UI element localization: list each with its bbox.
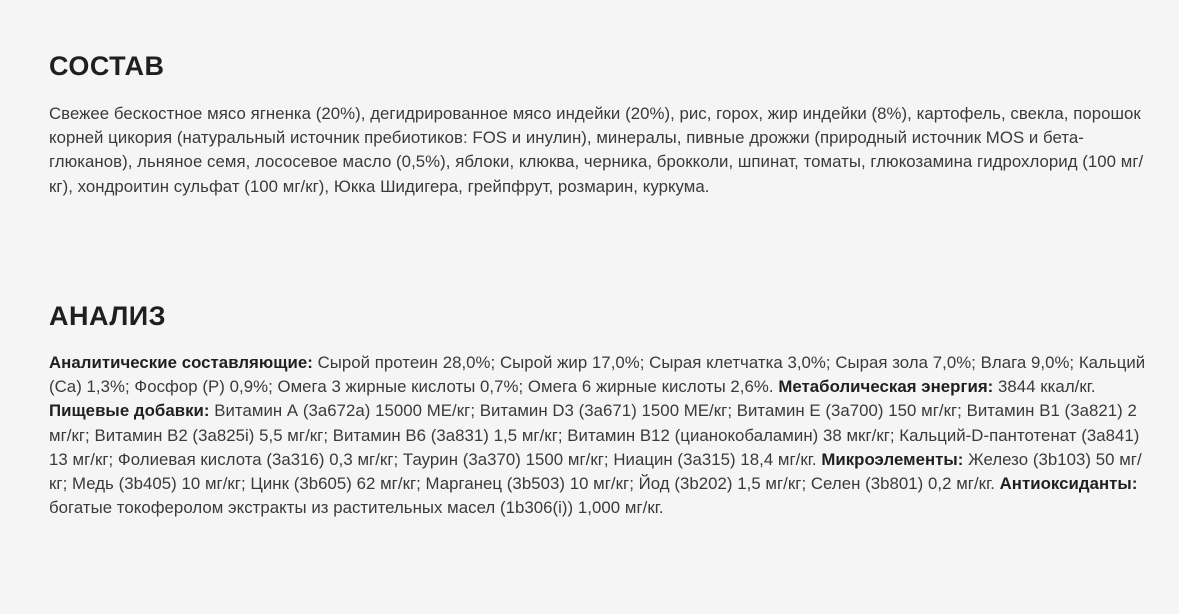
analytical-text: Сырой протеин 28,0%; Сырой жир 17,0%; Сырая клетчатка 3,0%; Сырая зола 7,0%; Влага 9,0%; Кальций (Ca) 1,3%; Фосфор (P) 0,9%; Омега 3 жирные кислоты 0,7%; Омега 6 жирные кислоты 2,6%. — [49, 353, 1146, 397]
additives-label: Пищевые добавки: — [49, 401, 210, 421]
analytical-label: Аналитические составляющие: — [49, 353, 313, 372]
analysis-text — [49, 351, 1159, 520]
energy-text: 3844 ккал/кг. — [993, 377, 1096, 397]
analysis-section — [49, 300, 1159, 520]
microelements-label: Микроэлементы: — [821, 449, 964, 469]
energy-label: Метаболическая энергия: — [778, 377, 994, 397]
additives-text: Витамин А (3а672а) 15000 МЕ/кг; Витамин D3 (3а671) 1500 МЕ/кг; Витамин Е (3а700) 150 мг/кг; Витамин В1 (3а821) 2 мг/кг; Витамин В2 (3а825i) 5,5 мг/кг; Витамин В6 (3а831) 1,5 мг/кг; Витамин В12 (цианокобаламин) 38 мкг/кг; Кальций-D-пантотенат (3а841) 13 мг/кг; Фолиевая кислота (3а316) 0,3 мг/кг; Таурин (3а370) 1500 мг/кг; Ниацин (3а315) 18,4 мг/кг. — [49, 401, 1140, 469]
analysis-title: АНАЛИЗ — [49, 301, 167, 331]
composition-text: Свежее бескостное мясо ягненка (20%), дегидрированное мясо индейки (20%), рис, горох, жир индейки (8%), картофель, свекла, порошок корней цикория (натуральный источник пребиотиков: FOS и инулин), минералы, пивные дрожжи (природный источник MOS и бета-глюканов), льняное семя, лососевое масло (0,5%), яблоки, клюква, черника, брокколи, шпинат, томаты, глюкозамина гидрохлорид (100 мг/кг), хондроитин сульфат (100 мг/кг), Юкка Шидигера, грейпфрут, розмарин, куркума. — [49, 104, 1144, 196]
composition-title: СОСТАВ — [49, 51, 165, 81]
antioxidants-label: Антиоксиданты: — [999, 474, 1138, 494]
composition-section — [49, 50, 1159, 199]
antioxidants-text: богатые токоферолом экстракты из растительных масел (1b306(i)) 1,000 мг/кг. — [49, 498, 664, 518]
microelements-text: Железо (3b103) 50 мг/кг; Медь (3b405) 10 мг/кг; Цинк (3b605) 62 мг/кг; Марганец (3b503) 10 мг/кг; Йод (3b202) 1,5 мг/кг; Селен (3b801) 0,2 мг/кг. — [49, 449, 1142, 494]
